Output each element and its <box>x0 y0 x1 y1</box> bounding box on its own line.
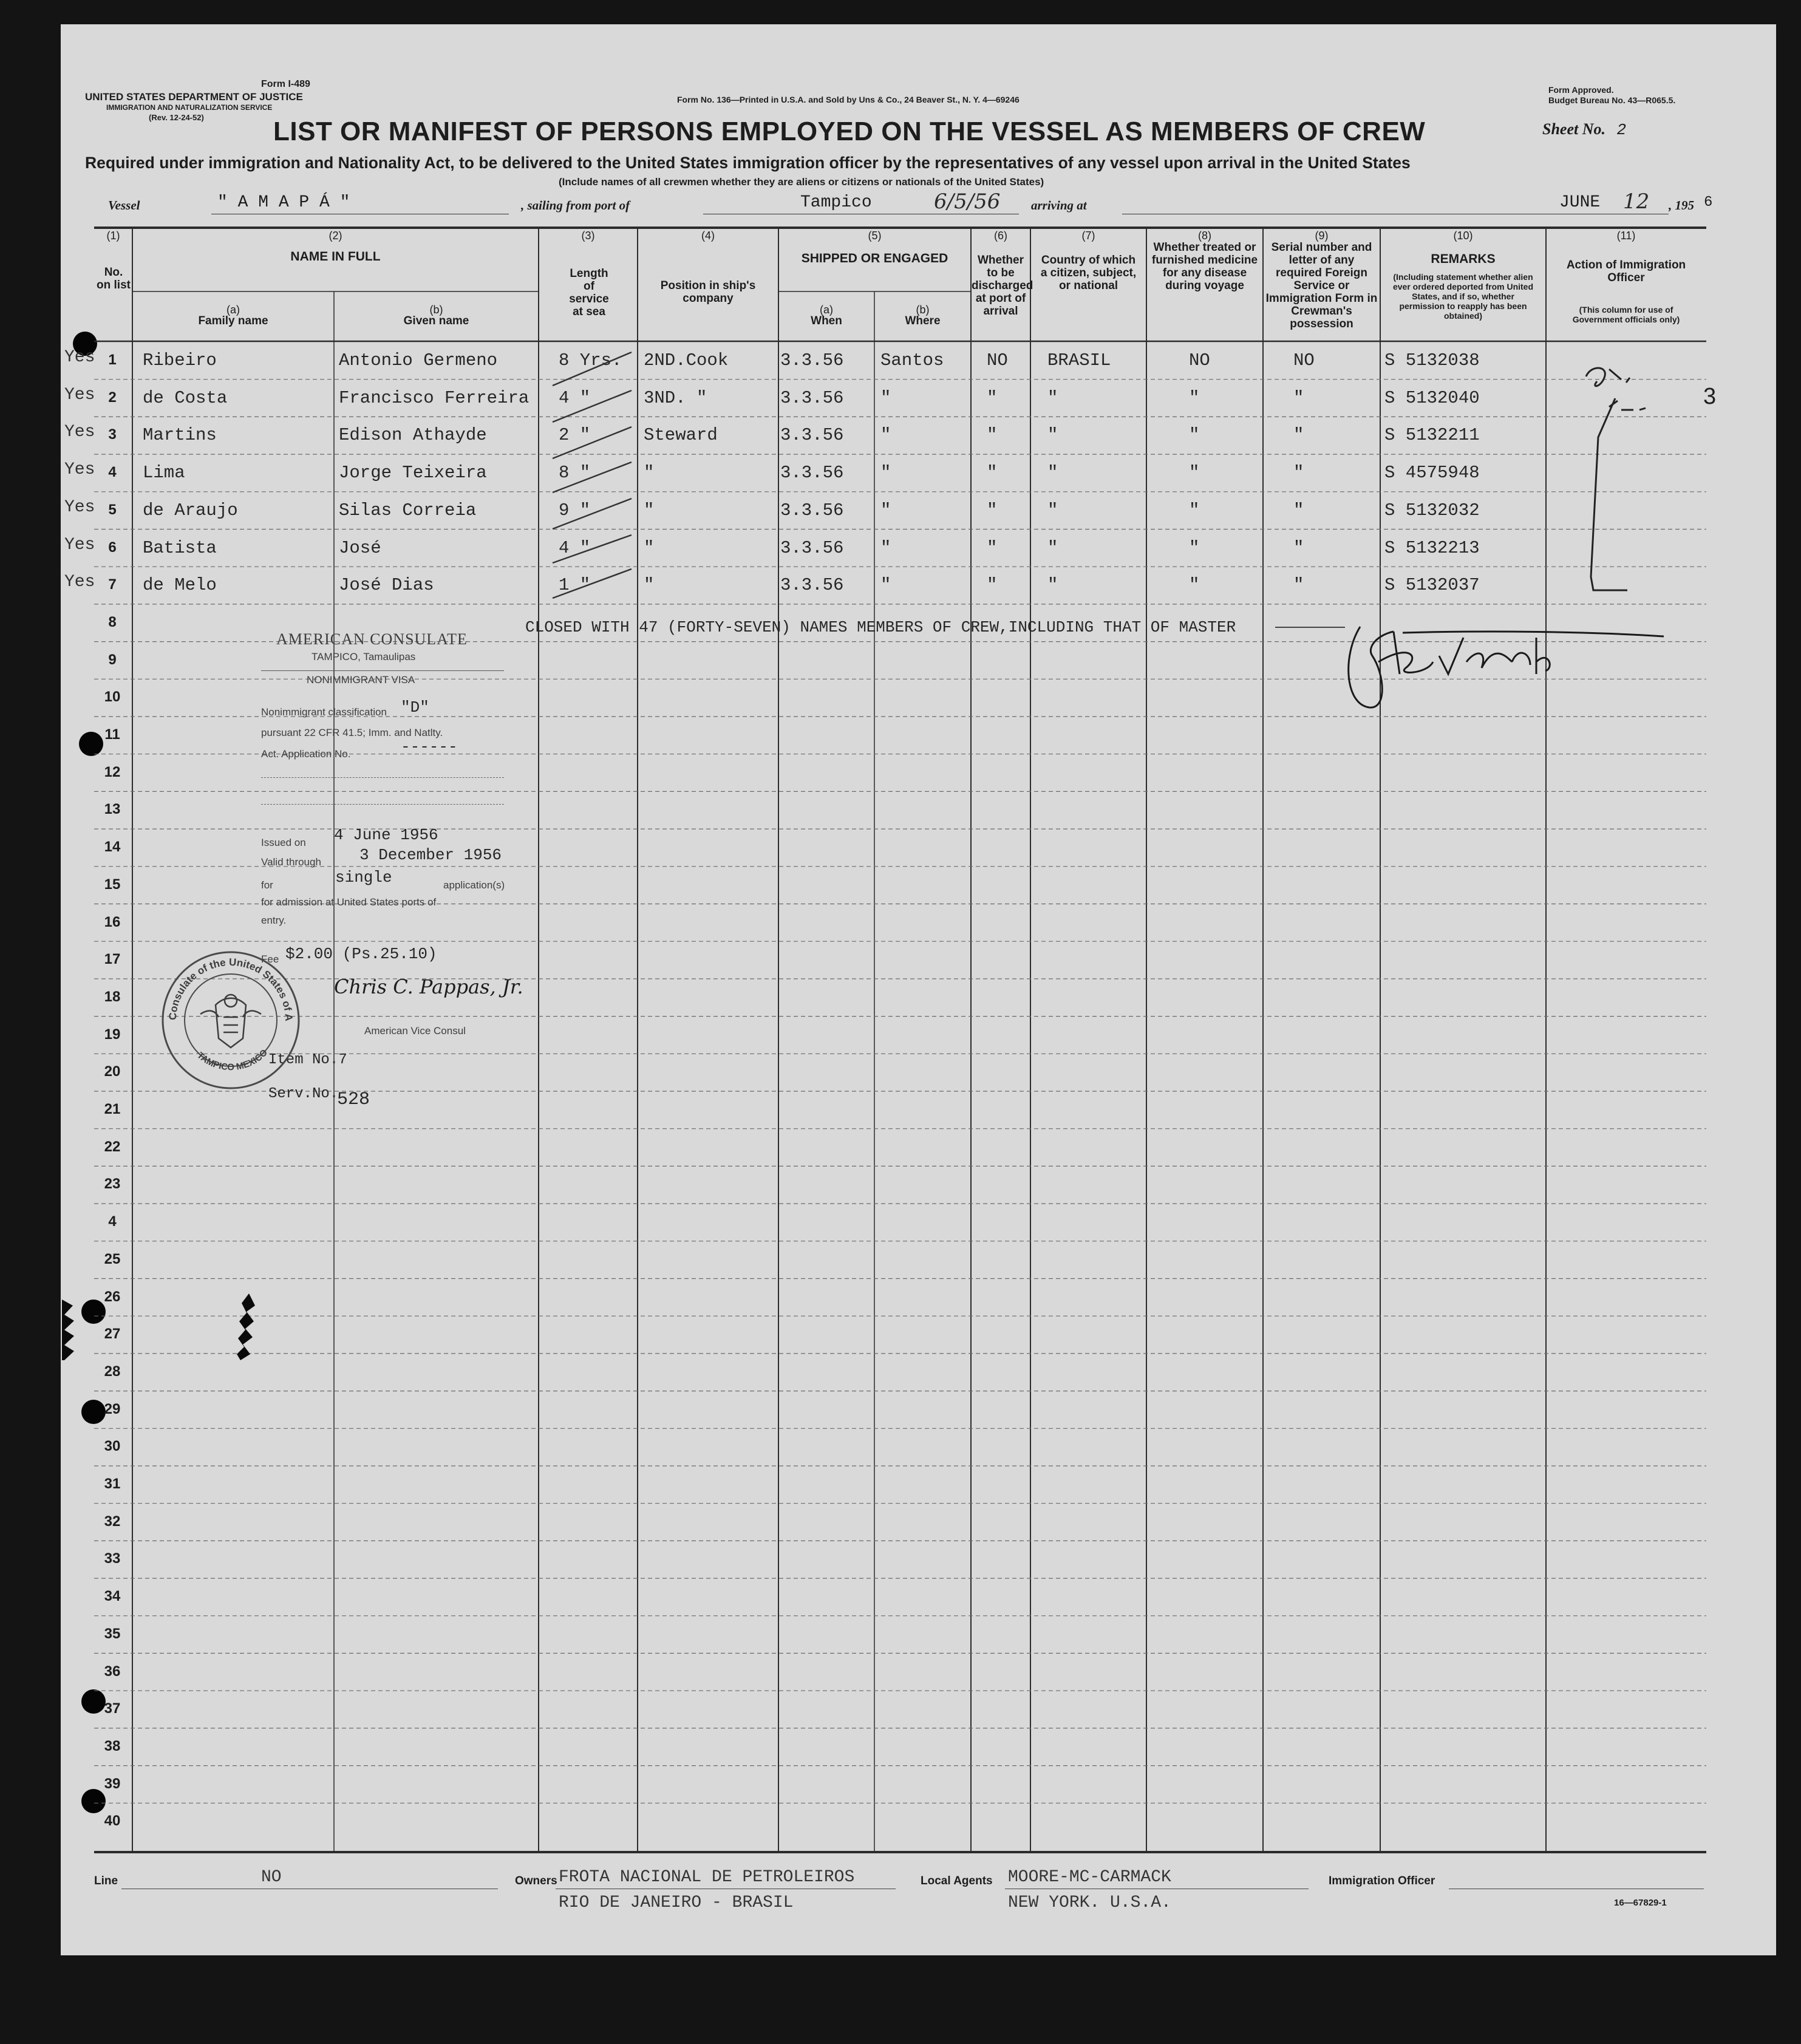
discharge-cell: " <box>987 500 998 520</box>
seal-city: TAMPICO MEXICO <box>195 1047 270 1073</box>
col5a-header: When <box>811 315 842 327</box>
position-cell: " <box>644 500 655 520</box>
col2b-header: Given name <box>403 315 469 327</box>
country-cell: BRASIL <box>1047 350 1111 370</box>
vice-consul-signature <box>334 975 523 998</box>
stamp-serv: 528 <box>337 1089 370 1110</box>
position-cell: 3ND. " <box>644 387 707 408</box>
stamp-classification: "D" <box>401 698 429 717</box>
footer-officer-label: Immigration Officer <box>1329 1875 1435 1887</box>
row-number: 10 <box>104 689 121 706</box>
remarks-cell: S 5132213 <box>1384 537 1480 558</box>
stamp-visa-type: NONIMMIGRANT VISA <box>307 674 415 686</box>
discharge-cell: " <box>987 463 998 483</box>
serial-form-cell: " <box>1293 425 1304 446</box>
stamp-fee: $2.00 (Ps.25.10) <box>285 945 437 963</box>
sheet-label: Sheet No. <box>1542 120 1605 138</box>
given-name-cell: Jorge Teixeira <box>339 463 487 483</box>
col8-header: Whether treated or furnished medicine for any disease during voyage <box>1151 241 1258 292</box>
length-of-service-cell: 9 " <box>559 500 591 520</box>
remarks-cell: S 5132040 <box>1384 387 1480 408</box>
stamp-applications: application(s) <box>443 879 505 891</box>
departure-date: 6/5/56 <box>934 189 1001 214</box>
shipped-when-cell: 3.3.56 <box>780 537 844 558</box>
country-cell: " <box>1047 387 1058 408</box>
row-number: 1 <box>108 352 117 368</box>
crew-checked-mark: Yes <box>64 423 95 442</box>
col10-header: REMARKS <box>1431 252 1496 266</box>
row-number: 20 <box>104 1063 121 1080</box>
master-signature <box>1336 619 1700 710</box>
family-name-cell: de Costa <box>143 387 228 408</box>
remarks-cell: S 4575948 <box>1384 463 1480 483</box>
given-name-cell: José Dias <box>339 575 434 596</box>
row-number: 6 <box>108 539 117 556</box>
row-number: 12 <box>104 763 121 780</box>
crew-checked-mark: Yes <box>64 497 95 517</box>
row-number: 8 <box>108 613 117 630</box>
row-number: 17 <box>104 951 121 968</box>
col9-header: Serial number and letter of any required Foreign Service or Immigration Form in Crewman's possession <box>1265 241 1378 330</box>
row-number: 7 <box>108 576 117 593</box>
family-name-cell: de Melo <box>143 575 217 596</box>
stamp-for-label: for <box>261 879 273 891</box>
stamp-pursuant: pursuant 22 CFR 41.5; Imm. and Natlty. <box>261 727 443 738</box>
row-number: 22 <box>104 1138 121 1155</box>
row-number: 3 <box>108 426 117 443</box>
footer-agents-label: Local Agents <box>921 1875 993 1887</box>
country-cell: " <box>1047 537 1058 558</box>
col6-number: (6) <box>994 230 1007 242</box>
row-number: 19 <box>104 1026 121 1043</box>
length-of-service-cell: 4 " <box>559 537 591 558</box>
arrival-year-label: , 195 <box>1669 198 1694 213</box>
row-number: 4 <box>108 1213 117 1230</box>
stamp-blank-line <box>261 777 504 778</box>
stamp-vice-title: American Vice Consul <box>364 1025 466 1037</box>
stamp-item: Item No.7 <box>268 1052 347 1068</box>
col5-number: (5) <box>868 230 882 242</box>
footer-line-value: NO <box>261 1868 282 1887</box>
given-name-cell: Antonio Germeno <box>339 350 498 370</box>
serial-form-cell: " <box>1293 575 1304 596</box>
arrival-month: JUNE <box>1559 193 1601 212</box>
col5a-number: (a) <box>820 304 833 316</box>
stamp-valid: 3 December 1956 <box>359 846 502 864</box>
serial-form-cell: " <box>1293 500 1304 520</box>
footer-agents-2: NEW YORK. U.S.A. <box>1008 1893 1171 1912</box>
form-number: Form I-489 <box>261 79 310 89</box>
row-number: 13 <box>104 801 121 818</box>
position-cell: " <box>644 463 655 483</box>
given-name-cell: Silas Correia <box>339 500 477 520</box>
row-number: 15 <box>104 876 121 893</box>
page-subtitle: Required under immigration and Nationality Act, to be delivered to the United States immigration officer by the representatives of any vessel upon arrival in the United States <box>85 154 1411 172</box>
sheet-number: 2 <box>1616 121 1627 139</box>
arriving-label: arriving at <box>1031 198 1087 213</box>
country-cell: " <box>1047 463 1058 483</box>
treated-cell: " <box>1189 387 1200 408</box>
position-cell: " <box>644 575 655 596</box>
stamp-issued: 4 June 1956 <box>334 826 438 844</box>
col1-header: No. on list <box>97 266 131 291</box>
row-number: 40 <box>104 1813 121 1830</box>
col5b-number: (b) <box>916 304 930 316</box>
footer-owners-2: RIO DE JANEIRO - BRASIL <box>559 1893 794 1912</box>
row-number: 30 <box>104 1438 121 1455</box>
row-number: 33 <box>104 1550 121 1567</box>
col4-number: (4) <box>701 230 715 242</box>
position-cell: 2ND.Cook <box>644 350 729 370</box>
length-of-service-cell: 4 " <box>559 387 591 408</box>
col11-number: (11) <box>1616 230 1636 242</box>
form-approved: Form Approved. <box>1548 85 1614 95</box>
stamp-blank-line <box>261 804 504 805</box>
col9-number: (9) <box>1315 230 1329 242</box>
col3-number: (3) <box>581 230 595 242</box>
row-number: 5 <box>108 501 117 518</box>
col10-note: (Including statement whether alien ever ordered deported from United States, and if so, whether permission to reapply has been obtained) <box>1392 272 1534 321</box>
length-of-service-cell: 2 " <box>559 425 591 446</box>
treated-cell: " <box>1189 500 1200 520</box>
stamp-city: TAMPICO, Tamaulipas <box>312 651 416 663</box>
footer-line-label: Line <box>94 1875 118 1887</box>
footer-owners-label: Owners <box>515 1875 557 1887</box>
stamp-act-value: ------ <box>401 738 458 756</box>
col11-note: (This column for use of Government officials only) <box>1572 305 1680 324</box>
shipped-where-cell: Santos <box>880 350 944 370</box>
row-number: 21 <box>104 1101 121 1117</box>
col7-header: Country of which a citizen, subject, or national <box>1040 254 1137 292</box>
shipped-where-cell: " <box>880 425 891 446</box>
family-name-cell: Batista <box>143 537 217 558</box>
footer-owners-1: FROTA NACIONAL DE PETROLEIROS <box>559 1868 855 1887</box>
col2-header: NAME IN FULL <box>290 250 381 264</box>
shipped-where-cell: " <box>880 500 891 520</box>
page-title: LIST OR MANIFEST OF PERSONS EMPLOYED ON THE VESSEL AS MEMBERS OF CREW <box>273 117 1426 146</box>
serial-form-cell: " <box>1293 537 1304 558</box>
row-number: 28 <box>104 1363 121 1380</box>
row-number: 31 <box>104 1476 121 1492</box>
shipped-where-cell: " <box>880 387 891 408</box>
row-number: 9 <box>108 651 117 668</box>
row-number: 18 <box>104 988 121 1005</box>
treated-cell: " <box>1189 463 1200 483</box>
row-number: 23 <box>104 1176 121 1193</box>
service: IMMIGRATION AND NATURALIZATION SERVICE <box>106 103 273 112</box>
row-number: 29 <box>104 1400 121 1417</box>
stamp-office: AMERICAN CONSULATE <box>276 630 468 648</box>
col5-header: SHIPPED OR ENGAGED <box>801 251 948 265</box>
vice-consul-signature-text: Chris C. Pappas, Jr. <box>334 975 523 998</box>
remarks-cell: S 5132211 <box>1384 425 1480 446</box>
remarks-cell: S 5132032 <box>1384 500 1480 520</box>
print-code: 16—67829-1 <box>1614 1898 1667 1908</box>
family-name-cell: Ribeiro <box>143 350 217 370</box>
serial-form-cell: " <box>1293 463 1304 483</box>
country-cell: " <box>1047 425 1058 446</box>
sailing-label: , sailing from port of <box>521 198 630 213</box>
length-of-service-cell: 8 " <box>559 463 591 483</box>
discharge-cell: " <box>987 425 998 446</box>
serial-form-cell: NO <box>1293 350 1315 370</box>
col2-number: (2) <box>329 230 342 242</box>
given-name-cell: José <box>339 537 381 558</box>
family-name-cell: Lima <box>143 463 185 483</box>
treated-cell: " <box>1189 537 1200 558</box>
shipped-when-cell: 3.3.56 <box>780 575 844 596</box>
torn-edge-mark <box>61 1263 316 1397</box>
discharge-cell: " <box>987 575 998 596</box>
arrival-year-digit: 6 <box>1704 194 1713 211</box>
shipped-when-cell: 3.3.56 <box>780 500 844 520</box>
treated-cell: NO <box>1189 350 1210 370</box>
vessel-name: " A M A P Á " <box>217 193 350 212</box>
footer-agents-1: MOORE-MC-CARMACK <box>1008 1868 1171 1887</box>
stamp-fee-label: Fee <box>261 953 279 965</box>
family-name-cell: Martins <box>143 425 217 446</box>
length-of-service-cell: 1 " <box>559 575 591 596</box>
closing-statement: CLOSED WITH 47 (FORTY-SEVEN) NAMES MEMBERS OF CREW,INCLUDING THAT OF MASTER <box>525 618 1236 636</box>
remarks-cell: S 5132038 <box>1384 350 1480 370</box>
col7-number: (7) <box>1081 230 1095 242</box>
col3-header: Length of service at sea <box>569 267 609 318</box>
length-of-service-cell: 8 Yrs. <box>559 350 622 370</box>
discharge-cell: " <box>987 387 998 408</box>
officer-initials-mark <box>1554 352 1688 613</box>
row-number: 26 <box>104 1288 121 1305</box>
remarks-cell: S 5132037 <box>1384 575 1480 596</box>
row-number: 34 <box>104 1588 121 1605</box>
col8-number: (8) <box>1198 230 1211 242</box>
given-name-cell: Francisco Ferreira <box>339 387 529 408</box>
form-revision: (Rev. 12-24-52) <box>149 113 204 122</box>
seal-emblem-icon <box>158 947 304 1093</box>
serial-form-cell: " <box>1293 387 1304 408</box>
row-number: 14 <box>104 839 121 856</box>
stamp-classification-label: Nonimmigrant classification <box>261 706 387 718</box>
stamp-admission: for admission at United States ports of <box>261 896 437 908</box>
svg-text:TAMPICO MEXICO <box>195 1048 270 1072</box>
shipped-when-cell: 3.3.56 <box>780 387 844 408</box>
stamp-issued-label: Issued on <box>261 837 306 848</box>
row-number: 4 <box>108 464 117 481</box>
shipped-where-cell: " <box>880 575 891 596</box>
row-number: 25 <box>104 1250 121 1267</box>
crew-checked-mark: Yes <box>64 460 95 480</box>
treated-cell: " <box>1189 575 1200 596</box>
stamp-act-line: Act. Application No. <box>261 748 351 760</box>
manifest-sheet <box>61 24 1776 1955</box>
svg-text:Consulate of the United States <box>158 947 294 1021</box>
col10-number: (10) <box>1453 230 1473 242</box>
col2a-number: (a) <box>226 304 240 316</box>
shipped-where-cell: " <box>880 537 891 558</box>
shipped-when-cell: 3.3.56 <box>780 425 844 446</box>
treated-cell: " <box>1189 425 1200 446</box>
family-name-cell: de Araujo <box>143 500 238 520</box>
col11-header: Action of Immigration Officer <box>1566 259 1686 284</box>
position-cell: " <box>644 537 655 558</box>
row-number: 27 <box>104 1326 121 1343</box>
col2a-header: Family name <box>198 315 268 327</box>
consular-seal <box>158 947 304 1093</box>
row-number: 16 <box>104 913 121 930</box>
row-number: 36 <box>104 1663 121 1680</box>
country-cell: " <box>1047 500 1058 520</box>
shipped-when-cell: 3.3.56 <box>780 463 844 483</box>
arrival-day: 12 <box>1623 189 1650 214</box>
stamp-valid-label: Valid through <box>261 856 321 868</box>
departure-port: Tampico <box>800 193 872 212</box>
row-number: 37 <box>104 1700 121 1717</box>
col5b-header: Where <box>905 315 941 327</box>
position-cell: Steward <box>644 425 718 446</box>
budget-bureau: Budget Bureau No. 43—R065.5. <box>1548 95 1676 105</box>
row-number: 38 <box>104 1737 121 1754</box>
country-cell: " <box>1047 575 1058 596</box>
discharge-cell: " <box>987 537 998 558</box>
row-number: 32 <box>104 1513 121 1530</box>
seal-text: Consulate of the United States of A <box>166 956 295 1022</box>
col1-number: (1) <box>106 230 120 242</box>
given-name-cell: Edison Athayde <box>339 425 487 446</box>
closing-dash <box>1275 627 1345 628</box>
department: UNITED STATES DEPARTMENT OF JUSTICE <box>85 91 303 103</box>
stamp-rule <box>261 670 504 671</box>
stamp-serv-label: Serv.No. <box>268 1086 339 1102</box>
crew-checked-mark: Yes <box>64 385 95 404</box>
discharge-cell: NO <box>987 350 1008 370</box>
row-number: 11 <box>104 726 120 743</box>
crew-checked-mark: Yes <box>64 348 95 367</box>
vessel-label: Vessel <box>108 198 140 213</box>
row-number: 39 <box>104 1775 121 1792</box>
crew-checked-mark: Yes <box>64 535 95 554</box>
printer-note: Form No. 136—Printed in U.S.A. and Sold by Uns & Co., 24 Beaver St., N. Y. 4—69246 <box>677 95 1020 104</box>
crew-checked-mark: Yes <box>64 573 95 592</box>
row-number: 35 <box>104 1625 121 1642</box>
col4-header: Position in ship's company <box>660 279 756 305</box>
row-number: 2 <box>108 389 117 406</box>
length-column-checkmarks <box>540 343 638 647</box>
margin-number: 3 <box>1703 384 1717 409</box>
shipped-when-cell: 3.3.56 <box>780 350 844 370</box>
col6-header: Whether to be discharged at port of arrival <box>972 254 1033 318</box>
stamp-for-value: single <box>335 868 392 887</box>
stamp-entry: entry. <box>261 915 287 926</box>
shipped-where-cell: " <box>880 463 891 483</box>
page-subtitle-note: (Include names of all crewmen whether they are aliens or citizens or nationals of the United States) <box>559 176 1044 188</box>
col2b-number: (b) <box>429 304 443 316</box>
